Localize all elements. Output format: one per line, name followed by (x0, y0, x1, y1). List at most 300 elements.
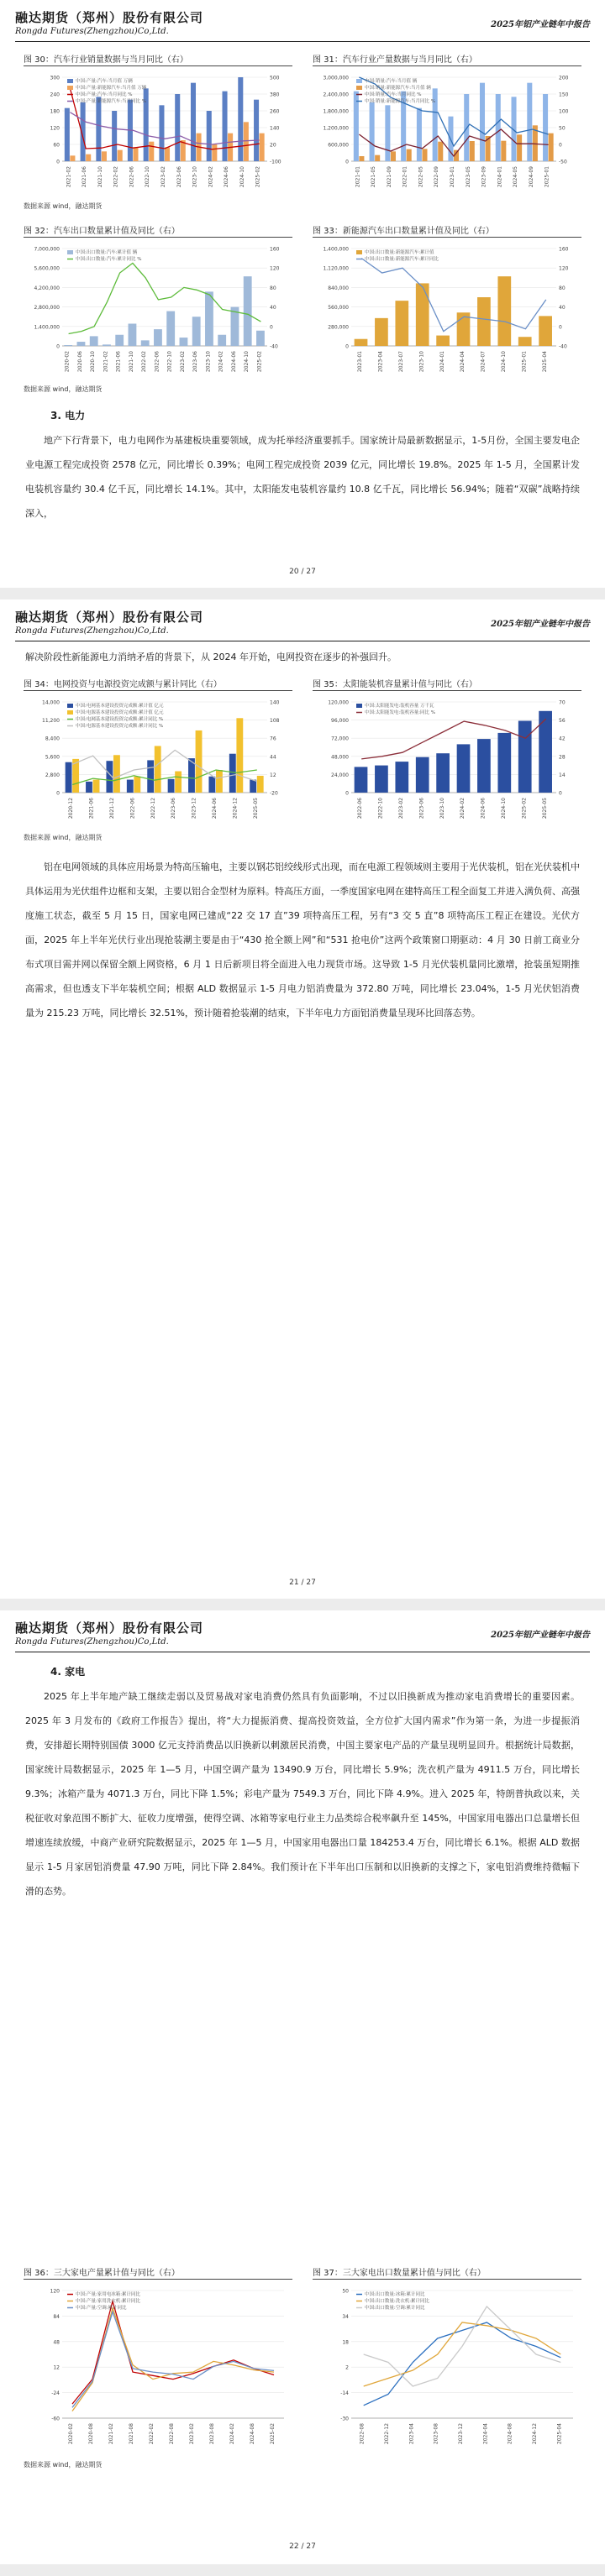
y-tick-label-right: 14 (559, 772, 566, 778)
bar-1 (436, 336, 450, 346)
x-tick-label: 2023-07 (398, 351, 404, 373)
bar-1 (159, 105, 164, 161)
bar-1 (154, 329, 162, 346)
bar-2 (391, 151, 396, 161)
x-tick-label: 2023-10 (439, 798, 445, 819)
fig33-title: 图 33：新能源汽车出口数量累计值及同比（右） (313, 227, 494, 236)
fig35-rule (313, 690, 581, 691)
bar-1 (385, 105, 390, 161)
y-tick-label-right: 160 (270, 246, 280, 253)
page-header (15, 1619, 590, 1652)
x-tick-label: 2025-01 (521, 351, 528, 373)
x-tick-label: 2023-12 (191, 798, 197, 819)
bar-2 (438, 142, 443, 161)
x-tick-label: 2023-01 (357, 351, 364, 373)
bar-1 (208, 777, 215, 793)
bar-1 (527, 83, 532, 161)
fig30-title: 图 30：汽车行业销量数据与当月同比（右） (24, 55, 188, 65)
legend-label: 中国:产量:新能源汽车:当月同比 % (76, 99, 147, 104)
legend-label: 中国:出口数量:冰箱:累计同比 (365, 2292, 425, 2297)
x-tick-label: 2023-02 (189, 2423, 195, 2445)
legend-swatch (356, 86, 362, 90)
bar-1 (112, 111, 117, 161)
fig35-chart (313, 695, 581, 826)
x-tick-label: 2020-08 (88, 2423, 94, 2445)
series-line-2 (72, 2308, 274, 2411)
x-tick-label: 2021-08 (129, 2423, 134, 2445)
fig30-chart (24, 71, 292, 195)
section-heading-power: 3. 电力 (50, 410, 86, 421)
series-line-3 (364, 2306, 561, 2386)
bar-1 (457, 744, 471, 793)
y-tick-label-right: 500 (270, 75, 280, 81)
y-tick-label-left: 1,400,000 (323, 246, 349, 253)
legend-label: 中国:产量:汽车:当月同比 % (76, 92, 133, 97)
x-tick-label: 2023-02 (179, 351, 186, 373)
bar-1 (480, 83, 485, 161)
x-tick-label: 2025-02 (270, 2423, 276, 2445)
y-tick-label-left: 84 (53, 2313, 60, 2320)
report-title: 2025年铝产业链年中报告 (491, 20, 590, 29)
x-tick-label: 2021-10 (97, 166, 103, 188)
y-tick-label-left: 600,000 (328, 142, 349, 149)
y-tick-label-left: 0 (345, 343, 349, 350)
fig35-title: 图 35：太阳能装机容量累计值与同比（右） (313, 680, 477, 689)
y-tick-label-left: 24,000 (331, 772, 349, 778)
fig36-title: 图 36：三大家电产量累计值与同比（右） (24, 2269, 180, 2278)
bar-2 (501, 141, 506, 161)
bar-2 (175, 772, 182, 793)
x-tick-label: 2023-06 (176, 166, 182, 188)
x-tick-label: 2022-10 (145, 166, 151, 188)
bar-2 (212, 144, 217, 161)
y-tick-label-right: 0 (559, 142, 562, 149)
bar-2 (407, 149, 412, 161)
y-tick-label-left: 2,800,000 (34, 305, 60, 312)
y-tick-label-left: 2,400,000 (323, 92, 349, 98)
y-tick-label-right: -40 (559, 343, 567, 350)
y-tick-label-right: 108 (270, 718, 280, 725)
y-tick-label-left: -60 (51, 2416, 60, 2422)
series-line-2 (72, 750, 257, 781)
x-tick-label: 2023-04 (408, 2423, 415, 2445)
fig32-rule (24, 237, 292, 238)
legend-label: 中国:出口数量:汽车:累计同比 % (76, 257, 142, 262)
x-tick-label: 2021-06 (88, 798, 95, 819)
x-tick-label: 2023-01 (450, 166, 455, 188)
x-tick-label: 2025-04 (541, 351, 548, 373)
x-tick-label: 2022-10 (377, 798, 384, 819)
x-tick-label: 2025-01 (544, 166, 550, 188)
x-tick-label: 2022-12 (384, 2423, 390, 2445)
y-tick-label-right: 28 (559, 754, 566, 761)
x-tick-label: 2023-02 (398, 798, 404, 819)
legend-label: 中国:销量:汽车:当月值 辆 (365, 79, 418, 84)
bar-2 (113, 755, 120, 793)
bar-1 (355, 339, 368, 346)
body-paragraph: 解决阶段性新能源电力消纳矛盾的背景下，从 2024 年开始，电网投资在逐步的补强回升。 (25, 652, 397, 662)
x-tick-label: 2023-12 (458, 2423, 464, 2445)
x-tick-label: 2025-02 (256, 351, 263, 373)
x-tick-label: 2021-12 (109, 798, 115, 819)
y-tick-label-left: 11,200 (42, 718, 60, 725)
x-tick-label: 2022-06 (357, 798, 364, 819)
y-tick-label-right: 120 (559, 265, 569, 272)
report-page-22 (0, 1610, 605, 2564)
y-tick-label-left: 1,400,000 (34, 324, 60, 331)
x-tick-label: 2022-10 (166, 351, 173, 373)
page-number: 22 / 27 (289, 2542, 316, 2551)
bar-1 (254, 100, 259, 161)
legend-label: 中国:电网基本建设投资完成额:累计同比 % (76, 717, 164, 722)
bar-2 (549, 134, 554, 161)
x-tick-label: 2024-02 (208, 166, 214, 188)
bar-1 (127, 780, 134, 793)
bar-1 (417, 108, 422, 161)
body-paragraph: 2025 年上半年地产缺工继续走弱以及贸易战对家电消费仍然具有负面影响，不过以旧换新成为推动家电消费增长的重要因素。2025 年 3 月发布的《政府工作报告》提出，将“大力提振消费、提高投资效益，全方位扩大国内需求”作为第一条，为进一步提振消费，安排超长期特别国债 3000 亿元支持消费品以旧换新以刺激居民消费，中国主要家电产品的产量呈现明显回升。根据统计局数据，国家统计局数据显示，2025 年 1—5 月，中国空调产量为 13490.9 万台，同比增长 5.9%；洗衣机产量为 4911.5 万台，同比增长 9.3%；冰箱产量为 4071.3 万台，同比下降 1.5%；彩电产量为 7549.3 万台，同比下降 4.9%。进入 2025 年，特朗普执政以来，关税征收对象范围不断扩大、征收力度增强，使得空调、冰箱等家电行业主力品类综合税率飙升至 145%，中国家用电器出口总量增长但增速连续放缓，中商产业研究院数据显示，2025 年 1—5 月，中国家用电器出口量 184253.4 万台，同比增长 6.1%。根据 ALD 数据显示 1-5 月家居铝消费量 47.90 万吨，同比下降 2.84%。我们预计在下半年出口压制和以旧换新的支撑之下，家电铝消费维持微幅下滑的态势。 (25, 1691, 580, 1897)
legend-label: 中国:出口数量:空调:累计同比 (365, 2306, 425, 2311)
y-tick-label-right: 120 (270, 265, 280, 272)
legend-label: 中国:产量:新能源汽车:当月值 万辆 (76, 86, 147, 91)
y-tick-label-right: 12 (270, 772, 276, 778)
x-tick-label: 2023-10 (418, 351, 425, 373)
bar-2 (165, 147, 170, 161)
y-tick-label-left: 48 (53, 2339, 60, 2346)
report-page-21 (0, 599, 605, 1599)
y-tick-label-left: 8,400 (45, 736, 60, 742)
bar-1 (395, 762, 408, 793)
bar-2 (422, 149, 427, 161)
x-tick-label: 2024-04 (460, 351, 466, 373)
legend-label: 中国:产量:家用电冰箱:累计同比 (76, 2292, 141, 2297)
bar-1 (129, 323, 137, 346)
y-tick-label-right: 140 (270, 699, 280, 706)
fig33-chart (313, 242, 581, 380)
bar-1 (205, 291, 213, 346)
y-tick-label-left: 14,000 (42, 699, 60, 706)
y-tick-label-left: 0 (56, 790, 60, 797)
fig31-title: 图 31：汽车行业产量数据与当月同比（右） (313, 55, 477, 65)
y-tick-label-right: 44 (270, 754, 276, 761)
bar-1 (166, 312, 175, 346)
source-note: 数据来源 wind，融达期货 (24, 385, 103, 393)
fig33-rule (313, 237, 581, 238)
report-title: 2025年铝产业链年中报告 (491, 1631, 590, 1640)
x-tick-label: 2024-06 (224, 165, 230, 188)
y-tick-label-left: 120,000 (328, 699, 349, 706)
legend-label: 中国:太阳能发电:装机容量:同比 % (365, 710, 436, 715)
y-tick-label-right: 0 (559, 324, 562, 331)
y-tick-label-left: 120 (50, 2288, 60, 2295)
bar-1 (192, 317, 201, 346)
y-tick-label-right: 200 (559, 75, 569, 81)
series-line-1 (361, 259, 546, 332)
y-tick-label-left: 2 (345, 2364, 349, 2371)
body-paragraph: 铝在电网领域的具体应用场景为特高压输电，主要以钢芯铝绞线形式出现，而在电源工程领域则主要用于光伏装机，铝在光伏装机中具体运用为光伏组件边框和支架，主要以铝合金型材为原料。特高压方面，一季度国家电网在建特高压工程全面复工并进入满负荷、高强度施工状态，截至 5 月 15 日，国家电网已建成“22 交 17 直”39 项特高压工程，另有“3 交 5 直”8 项特高压工程正在建设。光伏方面，2025 年上半年光伏行业出现抢装潮主要是由于“430 抢全额上网”和“531 抢电价”这两个政策窗口期驱动：4 月 30 日前工商业分布式项目需并网以保留全额上网资格，6 月 1 日后新项目将全面进入电力现货市场。这导致 1-5 月光伏装机量同比激增，抢装虽短期推高需求，但也透支下半年装机空间；根据 ALD 数据显示 1-5 月电力铝消费量为 372.80 万吨，同比增长 23.04%，1-5 月光伏铝消费量为 215.23 万吨，同比增长 32.51%，预计随着抢装潮的结束，下半年电力方面铝消费量呈现环比回落态势。 (25, 861, 580, 1018)
x-tick-label: 2021-05 (371, 166, 377, 188)
bar-1 (256, 331, 265, 346)
bar-2 (359, 156, 364, 161)
y-tick-label-left: 18 (342, 2339, 349, 2346)
x-tick-label: 2020-02 (64, 351, 71, 373)
bar-1 (175, 94, 180, 161)
y-tick-label-right: 140 (270, 125, 280, 132)
source-note: 数据来源 wind，融达期货 (24, 2461, 103, 2469)
bar-1 (141, 340, 150, 346)
bar-2 (236, 718, 243, 793)
y-tick-label-left: 60 (53, 142, 60, 149)
y-tick-label-right: 70 (559, 699, 566, 706)
fig37-title: 图 37：三大家电出口数量累计值与同比（右） (313, 2269, 486, 2278)
y-tick-label-right: 0 (559, 790, 562, 797)
bar-1 (64, 345, 72, 346)
legend-swatch (356, 79, 362, 83)
page-number: 21 / 27 (289, 1579, 316, 1587)
x-tick-label: 2022-09 (434, 166, 440, 188)
fig32-chart (24, 242, 292, 380)
bar-1 (250, 780, 256, 793)
bar-2 (86, 154, 91, 161)
legend-swatch (67, 86, 73, 90)
x-tick-label: 2021-06 (115, 351, 122, 373)
y-tick-label-left: 5,600,000 (34, 265, 60, 272)
x-tick-label: 2024-04 (482, 2423, 489, 2445)
bar-2 (216, 770, 223, 793)
x-tick-label: 2024-05 (513, 165, 519, 188)
x-tick-label: 2020-06 (76, 351, 83, 373)
bar-1 (543, 94, 548, 161)
x-tick-label: 2021-02 (108, 2423, 114, 2445)
x-tick-label: 2024-07 (480, 351, 487, 373)
legend-swatch (356, 704, 362, 708)
y-tick-label-left: 840,000 (328, 285, 349, 291)
bar-1 (375, 766, 388, 793)
y-tick-label-right: 40 (559, 305, 566, 312)
x-tick-label: 2024-02 (218, 351, 224, 373)
y-tick-label-right: 42 (559, 736, 566, 742)
bar-1 (96, 97, 101, 161)
legend-swatch (67, 79, 73, 83)
page-header (15, 8, 590, 42)
y-tick-label-left: -14 (340, 2390, 349, 2397)
x-tick-label: 2024-06 (230, 351, 237, 373)
bar-1 (539, 316, 552, 346)
x-tick-label: 2022-06 (129, 798, 136, 819)
fig36-chart (24, 2284, 292, 2452)
y-tick-label-left: 3,000,000 (323, 75, 349, 81)
bar-1 (207, 111, 212, 161)
legend-label: 中国:出口数量:洗衣机:累计同比 (365, 2299, 430, 2304)
y-tick-label-right: 0 (270, 324, 273, 331)
page-number: 20 / 27 (289, 568, 316, 576)
bar-2 (102, 151, 107, 161)
x-tick-label: 2025-02 (521, 798, 528, 819)
bar-1 (86, 782, 92, 793)
y-tick-label-left: 4,200,000 (34, 285, 60, 291)
bar-1 (66, 762, 72, 793)
x-tick-label: 2024-02 (460, 798, 466, 819)
y-tick-label-left: 7,000,000 (34, 246, 60, 253)
fig37-chart (313, 2284, 581, 2452)
x-tick-label: 2023-05 (465, 166, 471, 188)
x-tick-label: 2021-10 (128, 351, 134, 373)
x-tick-label: 2023-10 (192, 166, 198, 188)
legend-swatch (67, 710, 73, 715)
x-tick-label: 2025-02 (255, 166, 261, 188)
bar-1 (77, 342, 86, 346)
y-tick-label-left: 0 (56, 159, 60, 165)
y-tick-label-right: 20 (270, 142, 276, 149)
bar-2 (470, 141, 475, 161)
bar-1 (103, 344, 111, 346)
bar-1 (375, 318, 388, 346)
x-tick-label: 2024-10 (239, 166, 245, 188)
x-tick-label: 2025-04 (556, 2423, 563, 2445)
fig31-rule (313, 65, 581, 66)
company-name-cn: 融达期货（郑州）股份有限公司 (15, 1620, 204, 1636)
x-tick-label: 2024-06 (480, 798, 487, 819)
y-tick-label-left: 48,000 (331, 754, 349, 761)
y-tick-label-right: 40 (270, 305, 276, 312)
fig30-rule (24, 65, 292, 66)
bar-1 (395, 301, 408, 346)
y-tick-label-left: 280,000 (328, 324, 349, 331)
bar-1 (191, 83, 196, 161)
x-tick-label: 2023-09 (481, 166, 487, 188)
x-tick-label: 2024-10 (501, 798, 507, 819)
x-tick-label: 2022-05 (418, 166, 424, 188)
x-tick-label: 2022-08 (359, 2423, 366, 2445)
bar-1 (496, 94, 501, 161)
fig37-rule (313, 2279, 581, 2280)
x-tick-label: 2023-06 (192, 351, 199, 373)
bar-1 (518, 721, 532, 793)
legend-label: 中国:产量:家用洗衣机:累计同比 (76, 2299, 141, 2304)
x-tick-label: 2023-06 (418, 798, 425, 819)
y-tick-label-right: 380 (270, 92, 280, 98)
x-tick-label: 2024-08 (507, 2423, 513, 2445)
x-tick-label: 2022-02 (149, 2423, 155, 2445)
legend-label: 中国:销量:新能源汽车:当月值 辆 (365, 86, 431, 91)
x-tick-label: 2021-06 (82, 166, 88, 188)
x-tick-label: 2023-08 (433, 2423, 439, 2445)
x-tick-label: 2022-08 (169, 2423, 175, 2445)
fig31-chart (313, 71, 581, 195)
y-tick-label-right: 80 (270, 285, 276, 291)
legend-label: 中国:产量:空调:累计同比 (76, 2306, 127, 2311)
bar-1 (477, 739, 491, 793)
legend-label: 中国:电源基本建设投资完成额:累计值 亿元 (76, 710, 164, 715)
y-tick-label-right: -100 (270, 159, 281, 165)
bar-2 (260, 134, 265, 161)
y-tick-label-left: 300 (50, 75, 60, 81)
legend-swatch (67, 250, 73, 254)
page-header (15, 608, 590, 641)
legend-label: 中国:电源基本建设投资完成额:累计同比 % (76, 724, 164, 729)
y-tick-label-left: 12 (53, 2364, 60, 2371)
company-name-en: Rongda Futures(Zhengzhou)Co,Ltd. (15, 1637, 169, 1647)
fig32-title: 图 32：汽车出口数量累计值及同比（右） (24, 227, 180, 236)
company-name-en: Rongda Futures(Zhengzhou)Co,Ltd. (15, 626, 169, 636)
x-tick-label: 2021-01 (355, 166, 361, 188)
y-tick-label-right: -20 (270, 790, 278, 797)
bar-2 (149, 142, 154, 161)
y-tick-label-right: 100 (559, 108, 569, 115)
y-tick-label-right: 50 (559, 125, 566, 132)
x-tick-label: 2022-01 (402, 166, 408, 188)
bar-1 (370, 102, 375, 161)
x-tick-label: 2024-06 (212, 798, 218, 819)
y-tick-label-left: 50 (342, 2288, 349, 2295)
y-tick-label-right: 160 (559, 246, 569, 253)
x-tick-label: 2024-10 (244, 351, 250, 373)
y-tick-label-left: 1,200,000 (323, 125, 349, 132)
x-tick-label: 2022-02 (113, 166, 119, 188)
x-tick-label: 2020-10 (90, 351, 97, 373)
bar-1 (147, 760, 154, 793)
report-title: 2025年铝产业链年中报告 (491, 620, 590, 629)
y-tick-label-left: 5,600 (45, 754, 60, 761)
y-tick-label-left: 0 (345, 790, 349, 797)
series-line-1 (72, 770, 257, 785)
bar-1 (65, 108, 70, 161)
bar-2 (70, 155, 75, 161)
fig36-rule (24, 2279, 292, 2280)
x-tick-label: 2020-02 (68, 2423, 74, 2445)
y-tick-label-left: 180 (50, 108, 60, 115)
bar-2 (133, 147, 138, 161)
legend-label: 中国:产量:汽车:当月值 万辆 (76, 79, 133, 84)
source-note: 数据来源 wind，融达期货 (24, 202, 103, 210)
y-tick-label-left: 120 (50, 125, 60, 132)
y-tick-label-right: -50 (559, 159, 567, 165)
y-tick-label-right: 56 (559, 718, 566, 725)
y-tick-label-left: 0 (345, 159, 349, 165)
bar-1 (416, 283, 429, 346)
fig34-chart (24, 695, 292, 826)
x-tick-label: 2025-05 (541, 798, 548, 819)
legend-label: 中国:电网基本建设投资完成额:累计值 亿元 (76, 704, 164, 709)
x-tick-label: 2024-01 (439, 351, 445, 373)
y-tick-label-right: -40 (270, 343, 278, 350)
bar-2 (155, 746, 161, 793)
legend-label: 中国:销量:汽车:当月同比 % (365, 92, 422, 97)
y-tick-label-right: 150 (559, 92, 569, 98)
legend-label: 中国:出口数量:新能源汽车:累计同比 (365, 257, 439, 262)
body-paragraph: 地产下行背景下，电力电网作为基建板块重要领域，成为托举经济重要抓手。国家统计局最新数据显示，1-5月份，全国主要发电企业电源工程完成投资 2578 亿元，同比增长 0.39%；电网工程完成投资 2039 亿元，同比增长 19.8%。2025 年 1-5 月，全国累计发电装机容量约 30.4 亿千瓦，同比增长 14.1%。其中，太阳能发电装机容量约 10.8 亿千瓦，同比增长 56.94%；随着“双碳”战略持续深入， (25, 435, 580, 519)
legend-label: 中国:销量:新能源汽车:当月同比 % (365, 99, 436, 104)
y-tick-label-left: 72,000 (331, 736, 349, 742)
x-tick-label: 2021-09 (386, 166, 392, 188)
y-tick-label-left: 96,000 (331, 718, 349, 725)
x-tick-label: 2022-06 (154, 351, 160, 373)
x-tick-label: 2023-04 (377, 351, 384, 373)
bar-1 (497, 733, 511, 793)
x-tick-label: 2022-02 (141, 351, 148, 373)
bar-2 (196, 730, 203, 793)
bar-1 (218, 335, 226, 346)
y-tick-label-left: 0 (56, 343, 60, 350)
x-tick-label: 2023-10 (205, 351, 212, 373)
fig34-rule (24, 690, 292, 691)
x-tick-label: 2024-02 (229, 2423, 235, 2445)
bar-1 (497, 276, 511, 346)
y-tick-label-left: 2,800 (45, 772, 60, 778)
company-name-en: Rongda Futures(Zhengzhou)Co,Ltd. (15, 27, 169, 36)
bar-2 (375, 155, 380, 161)
bar-1 (180, 338, 188, 346)
legend-swatch (356, 250, 362, 254)
